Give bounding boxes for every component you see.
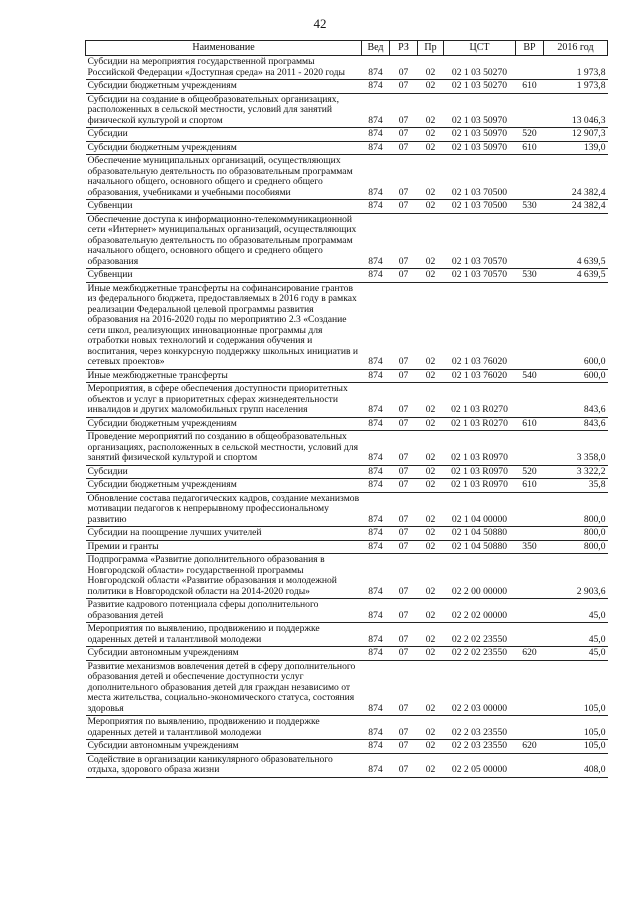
cell-vr [516,155,544,200]
header-vr: ВР [516,41,544,56]
cell-amount: 843,6 [544,417,608,431]
cell-vr [516,527,544,541]
cell-ved: 874 [362,128,390,142]
cell-amount: 3 322,2 [544,465,608,479]
table-row [86,554,608,599]
cell-vr [516,554,544,599]
cell-amount: 800,0 [544,540,608,554]
table-row [86,56,608,80]
cell-ved: 874 [362,660,390,716]
cell-cst: 02 1 03 50270 [444,56,516,80]
page-number: 42 [313,16,327,31]
cell-cst: 02 2 00 00000 [444,554,516,599]
cell-name: Обновление состава педагогических кадров, создание механизмов мотивации педагогов к непрерывному профессиональному развитию [86,492,362,527]
cell-name: Субсидии бюджетным учреждениям [86,417,362,431]
cell-cst: 02 2 05 00000 [444,753,516,777]
cell-amount: 600,0 [544,282,608,369]
cell-rz: 07 [390,753,418,777]
cell-ved: 874 [362,479,390,493]
cell-vr: 610 [516,141,544,155]
cell-name: Развитие кадрового потенциала сферы дополнительного образования детей [86,599,362,623]
table-row [86,383,608,418]
cell-cst: 02 1 03 76020 [444,369,516,383]
cell-cst: 02 1 03 70500 [444,200,516,214]
cell-name: Мероприятия, в сфере обеспечения доступности приоритетных объектов и услуг в приоритетных сферах жизнедеятельности инвалидов и других маломобильных групп населения [86,383,362,418]
cell-cst: 02 1 03 70570 [444,269,516,283]
cell-name: Проведение мероприятий по созданию в общеобразовательных организациях, расположенных в сельской местности, условий для занятий физической культурой и спортом [86,431,362,466]
cell-pr: 02 [418,647,444,661]
cell-cst: 02 1 04 50880 [444,540,516,554]
table-row [86,527,608,541]
cell-vr: 620 [516,647,544,661]
cell-cst: 02 1 03 70570 [444,213,516,269]
cell-ved: 874 [362,753,390,777]
cell-cst: 02 1 04 50880 [444,527,516,541]
cell-rz: 07 [390,465,418,479]
cell-pr: 02 [418,527,444,541]
cell-rz: 07 [390,155,418,200]
cell-cst: 02 1 04 00000 [444,492,516,527]
cell-vr [516,282,544,369]
cell-amount: 105,0 [544,716,608,740]
cell-amount: 45,0 [544,623,608,647]
cell-ved: 874 [362,141,390,155]
header-rz: РЗ [390,41,418,56]
cell-pr: 02 [418,269,444,283]
table-row [86,431,608,466]
cell-amount: 1 973,8 [544,56,608,80]
cell-rz: 07 [390,213,418,269]
table-row [86,599,608,623]
cell-pr: 02 [418,465,444,479]
cell-pr: 02 [418,56,444,80]
cell-vr: 350 [516,540,544,554]
cell-pr: 02 [418,200,444,214]
cell-amount: 13 046,3 [544,93,608,128]
cell-rz: 07 [390,431,418,466]
cell-name: Иные межбюджетные трансферты [86,369,362,383]
cell-pr: 02 [418,554,444,599]
cell-cst: 02 1 03 76020 [444,282,516,369]
cell-ved: 874 [362,383,390,418]
cell-name: Субсидии бюджетным учреждениям [86,479,362,493]
cell-pr: 02 [418,93,444,128]
cell-rz: 07 [390,141,418,155]
cell-amount: 800,0 [544,527,608,541]
table-row [86,465,608,479]
header-cst: ЦСТ [444,41,516,56]
cell-cst: 02 1 03 50970 [444,141,516,155]
cell-pr: 02 [418,740,444,754]
cell-rz: 07 [390,200,418,214]
cell-ved: 874 [362,599,390,623]
cell-rz: 07 [390,128,418,142]
cell-cst: 02 1 03 R0270 [444,383,516,418]
cell-ved: 874 [362,716,390,740]
cell-rz: 07 [390,417,418,431]
cell-pr: 02 [418,479,444,493]
cell-pr: 02 [418,492,444,527]
cell-name: Субсидии [86,128,362,142]
cell-ved: 874 [362,540,390,554]
cell-pr: 02 [418,431,444,466]
cell-name: Субсидии бюджетным учреждениям [86,141,362,155]
cell-cst: 02 2 02 00000 [444,599,516,623]
cell-ved: 874 [362,465,390,479]
cell-pr: 02 [418,155,444,200]
cell-pr: 02 [418,213,444,269]
cell-ved: 874 [362,200,390,214]
cell-pr: 02 [418,540,444,554]
cell-vr: 520 [516,128,544,142]
table-row [86,660,608,716]
cell-rz: 07 [390,554,418,599]
cell-name: Субвенции [86,269,362,283]
cell-vr: 620 [516,740,544,754]
cell-cst: 02 1 03 R0970 [444,465,516,479]
table-row [86,753,608,777]
cell-amount: 1 973,8 [544,80,608,94]
header-pr: Пр [418,41,444,56]
cell-name: Субсидии на мероприятия государственной программы Российской Федерации «Доступная среда» на 2011 - 2020 годы [86,56,362,80]
cell-vr [516,599,544,623]
cell-pr: 02 [418,128,444,142]
table-row [86,647,608,661]
cell-rz: 07 [390,80,418,94]
cell-cst: 02 2 03 23550 [444,740,516,754]
table-row [86,269,608,283]
table-row [86,200,608,214]
cell-cst: 02 1 03 R0970 [444,479,516,493]
table-row [86,141,608,155]
cell-cst: 02 1 03 50970 [444,128,516,142]
cell-cst: 02 2 03 00000 [444,660,516,716]
cell-name: Субсидии автономным учреждениям [86,740,362,754]
cell-vr [516,56,544,80]
cell-vr [516,623,544,647]
cell-vr [516,753,544,777]
cell-name: Иные межбюджетные трансферты на софинансирование грантов из федерального бюджета, предоставляемых в 2016 году в рамках реализации Федеральной целевой программы развития образования на 2016-2020 годы по мероприятию 2.3 «Создание сети школ, реализующих инновационные программы для отработки новых технологий и содержания обучения и воспитания, через конкурсную поддержку школьных инициатив и сетевых проектов» [86,282,362,369]
cell-ved: 874 [362,623,390,647]
table-row [86,479,608,493]
cell-vr: 610 [516,80,544,94]
cell-rz: 07 [390,492,418,527]
cell-pr: 02 [418,417,444,431]
cell-pr: 02 [418,282,444,369]
table-row [86,540,608,554]
cell-amount: 139,0 [544,141,608,155]
cell-pr: 02 [418,369,444,383]
table-row [86,417,608,431]
cell-rz: 07 [390,383,418,418]
cell-ved: 874 [362,369,390,383]
cell-rz: 07 [390,369,418,383]
cell-name: Содействие в организации каникулярного образовательного отдыха, здорового образа жизни [86,753,362,777]
cell-name: Обеспечение муниципальных организаций, осуществляющих образовательную деятельность по образовательным программам начального общего, основного общего и среднего общего образования, учебниками и учебными пособиями [86,155,362,200]
cell-ved: 874 [362,527,390,541]
table-row [86,623,608,647]
table-row [86,369,608,383]
cell-name: Подпрограмма «Развитие дополнительного образования в Новгородской области» государственной программы Новгородской области «Развитие образования и молодежной политики в Новгородской области на 2014-2020 годы» [86,554,362,599]
table-row [86,128,608,142]
cell-ved: 874 [362,80,390,94]
cell-cst: 02 2 02 23550 [444,647,516,661]
cell-rz: 07 [390,716,418,740]
cell-name: Субсидии на поощрение лучших учителей [86,527,362,541]
cell-amount: 3 358,0 [544,431,608,466]
cell-vr [516,716,544,740]
cell-vr [516,431,544,466]
header-ved: Вед [362,41,390,56]
cell-cst: 02 1 03 70500 [444,155,516,200]
cell-pr: 02 [418,753,444,777]
table-row [86,282,608,369]
cell-amount: 600,0 [544,369,608,383]
table-row [86,716,608,740]
cell-amount: 12 907,3 [544,128,608,142]
cell-vr: 610 [516,417,544,431]
cell-vr: 520 [516,465,544,479]
cell-name: Премии и гранты [86,540,362,554]
cell-amount: 4 639,5 [544,269,608,283]
cell-rz: 07 [390,527,418,541]
cell-pr: 02 [418,599,444,623]
cell-cst: 02 2 02 23550 [444,623,516,647]
cell-vr: 530 [516,200,544,214]
cell-rz: 07 [390,540,418,554]
cell-amount: 2 903,6 [544,554,608,599]
cell-rz: 07 [390,647,418,661]
cell-rz: 07 [390,282,418,369]
cell-amount: 35,8 [544,479,608,493]
cell-rz: 07 [390,740,418,754]
table-body [86,56,608,778]
cell-cst: 02 1 03 R0270 [444,417,516,431]
cell-name: Обеспечение доступа к информационно-телекоммуникационной сети «Интернет» муниципальных организаций, осуществляющих образовательную деятельность по образовательным программам начального общего, основного общего и среднего общего образования [86,213,362,269]
cell-name: Субсидии на создание в общеобразовательных организациях, расположенных в сельской местности, условий для занятий физической культурой и спортом [86,93,362,128]
cell-cst: 02 1 03 50970 [444,93,516,128]
cell-amount: 45,0 [544,599,608,623]
cell-ved: 874 [362,213,390,269]
cell-pr: 02 [418,660,444,716]
cell-pr: 02 [418,80,444,94]
cell-vr [516,660,544,716]
cell-name: Мероприятия по выявлению, продвижению и поддержке одаренных детей и талантливой молодежи [86,716,362,740]
cell-cst: 02 1 03 50270 [444,80,516,94]
cell-vr: 610 [516,479,544,493]
cell-pr: 02 [418,383,444,418]
cell-rz: 07 [390,479,418,493]
cell-ved: 874 [362,282,390,369]
cell-cst: 02 1 03 R0970 [444,431,516,466]
table-row [86,80,608,94]
cell-pr: 02 [418,716,444,740]
cell-amount: 105,0 [544,660,608,716]
cell-amount: 843,6 [544,383,608,418]
cell-amount: 4 639,5 [544,213,608,269]
cell-amount: 24 382,4 [544,200,608,214]
cell-ved: 874 [362,492,390,527]
cell-vr: 540 [516,369,544,383]
cell-ved: 874 [362,417,390,431]
cell-amount: 45,0 [544,647,608,661]
cell-name: Субсидии автономным учреждениям [86,647,362,661]
cell-vr [516,492,544,527]
cell-rz: 07 [390,56,418,80]
cell-rz: 07 [390,269,418,283]
table-row [86,492,608,527]
cell-ved: 874 [362,740,390,754]
cell-ved: 874 [362,56,390,80]
cell-cst: 02 2 03 23550 [444,716,516,740]
cell-ved: 874 [362,647,390,661]
cell-amount: 408,0 [544,753,608,777]
cell-name: Субвенции [86,200,362,214]
budget-table [85,40,608,778]
table-row [86,213,608,269]
table-row [86,740,608,754]
cell-rz: 07 [390,660,418,716]
cell-amount: 800,0 [544,492,608,527]
cell-rz: 07 [390,599,418,623]
cell-vr [516,213,544,269]
cell-pr: 02 [418,141,444,155]
cell-ved: 874 [362,431,390,466]
cell-name: Субсидии [86,465,362,479]
cell-ved: 874 [362,93,390,128]
cell-rz: 07 [390,623,418,647]
table-header-row [86,41,608,56]
cell-ved: 874 [362,554,390,599]
cell-amount: 24 382,4 [544,155,608,200]
cell-vr [516,93,544,128]
table-row [86,93,608,128]
cell-name: Мероприятия по выявлению, продвижению и поддержке одаренных детей и талантливой молодежи [86,623,362,647]
cell-vr: 530 [516,269,544,283]
cell-ved: 874 [362,155,390,200]
cell-ved: 874 [362,269,390,283]
table-row [86,155,608,200]
cell-name: Развитие механизмов вовлечения детей в сферу дополнительного образования детей и обеспечение доступности услуг дополнительного образования детей для граждан независимо от места жительства, социально-экономического статуса, состояния здоровья [86,660,362,716]
cell-rz: 07 [390,93,418,128]
cell-amount: 105,0 [544,740,608,754]
cell-vr [516,383,544,418]
header-amount: 2016 год [544,41,608,56]
cell-name: Субсидии бюджетным учреждениям [86,80,362,94]
header-name: Наименование [86,41,362,56]
cell-pr: 02 [418,623,444,647]
